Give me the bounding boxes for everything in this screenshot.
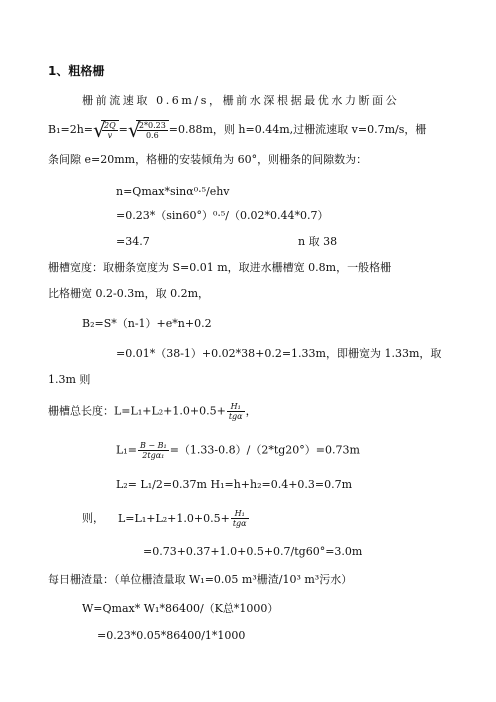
fraction <box>231 509 249 528</box>
formula-line: B₂=S*（n-1）+e*n+0.2 <box>82 317 212 330</box>
fraction <box>102 121 118 140</box>
formula-line <box>48 402 257 421</box>
fraction-numerator: H₁ <box>231 509 249 519</box>
formula-text: L=L₁+L₂+1.0+0.5+ <box>114 404 226 418</box>
fraction-numerator: B − B₁ <box>139 441 167 450</box>
formula-line <box>116 441 360 460</box>
formula-line: =34.7 <box>116 235 150 248</box>
fraction <box>227 402 245 421</box>
formula-line: W=Qmax* W₁*86400/（K总*1000） <box>82 602 279 615</box>
formula-text: L=L₁+L₂+1.0+0.5+ <box>118 511 230 525</box>
formula-line: =0.01*（38-1）+0.02*38+0.2=1.33m，即栅宽为 1.33m，取 <box>116 347 442 360</box>
formula-text: L₁= <box>116 443 137 457</box>
paragraph-line: 条间隙 e=20mm，格栅的安装倾角为 60°，则栅条的间隙数为： <box>48 153 368 166</box>
section-heading: 1、粗格栅 <box>48 64 105 78</box>
formula-text: =0.88m，则 h=0.44m,过栅流速取 v=0.7m/s，栅 <box>168 123 427 136</box>
fraction-denominator: v <box>107 131 113 140</box>
label-text: 栅槽总长度： <box>48 404 114 418</box>
formula-line: B₁=2h= √ $\frac{2Q}{v}$ = √ $\frac{2*0.23}{0.6}$ =0.88m，则 h=0.44m,过栅流速取 v=0.7m/s，栅 <box>48 120 426 140</box>
sqrt-symbol <box>93 120 119 140</box>
paragraph-line: 栅槽宽度：取栅条宽度为 S=0.01 m，取进水栅槽宽 0.8m，一般格栅 <box>48 261 392 274</box>
label-text: 则， <box>82 511 104 525</box>
formula-line: n=Qmax*sinα⁰·⁵/ehv <box>116 185 230 198</box>
formula-line: =0.73+0.37+1.0+0.5+0.7/tg60°=3.0m <box>143 545 363 558</box>
fraction-denominator: 2tgα₁ <box>142 451 165 460</box>
formula-line: =0.23*（sin60°）⁰·⁵/（0.02*0.44*0.7） <box>116 209 329 222</box>
fraction <box>138 441 169 460</box>
paragraph-line: 1.3m 则 <box>48 373 91 386</box>
fraction-numerator: H₁ <box>227 402 245 412</box>
formula-line: L₂= L₁/2=0.37m H₁=h+h₂=0.4+0.3=0.7m <box>116 478 353 491</box>
fraction-denominator: 0.6 <box>145 131 159 140</box>
paragraph-line: 每日栅渣量：（单位栅渣量取 W₁=0.05 m³栅渣/10³ m³污水） <box>48 573 353 586</box>
paragraph-line: 栅前流速取 0.6m/s，栅前水深根据最优水力断面公 <box>82 94 400 107</box>
fraction-denominator: tgα <box>232 519 247 528</box>
formula-line: n 取 38 <box>298 235 338 248</box>
fraction <box>137 121 168 140</box>
formula-line: =0.23*0.05*86400/1*1000 <box>97 629 246 642</box>
fraction-numerator: √ 2*0.23 <box>138 121 166 130</box>
paragraph-line: 比格栅宽 0.2-0.3m，取 0.2m， <box>48 287 210 300</box>
sqrt-symbol <box>128 120 169 140</box>
formula-line <box>82 509 250 528</box>
formula-text: B₁=2h= <box>48 123 94 136</box>
fraction-numerator: √ 2Q <box>104 121 116 130</box>
formula-text: ， <box>245 404 257 418</box>
fraction-denominator: tgα <box>228 412 243 421</box>
formula-text: =（1.33-0.8）/（2*tg20°）=0.73m <box>169 443 360 457</box>
